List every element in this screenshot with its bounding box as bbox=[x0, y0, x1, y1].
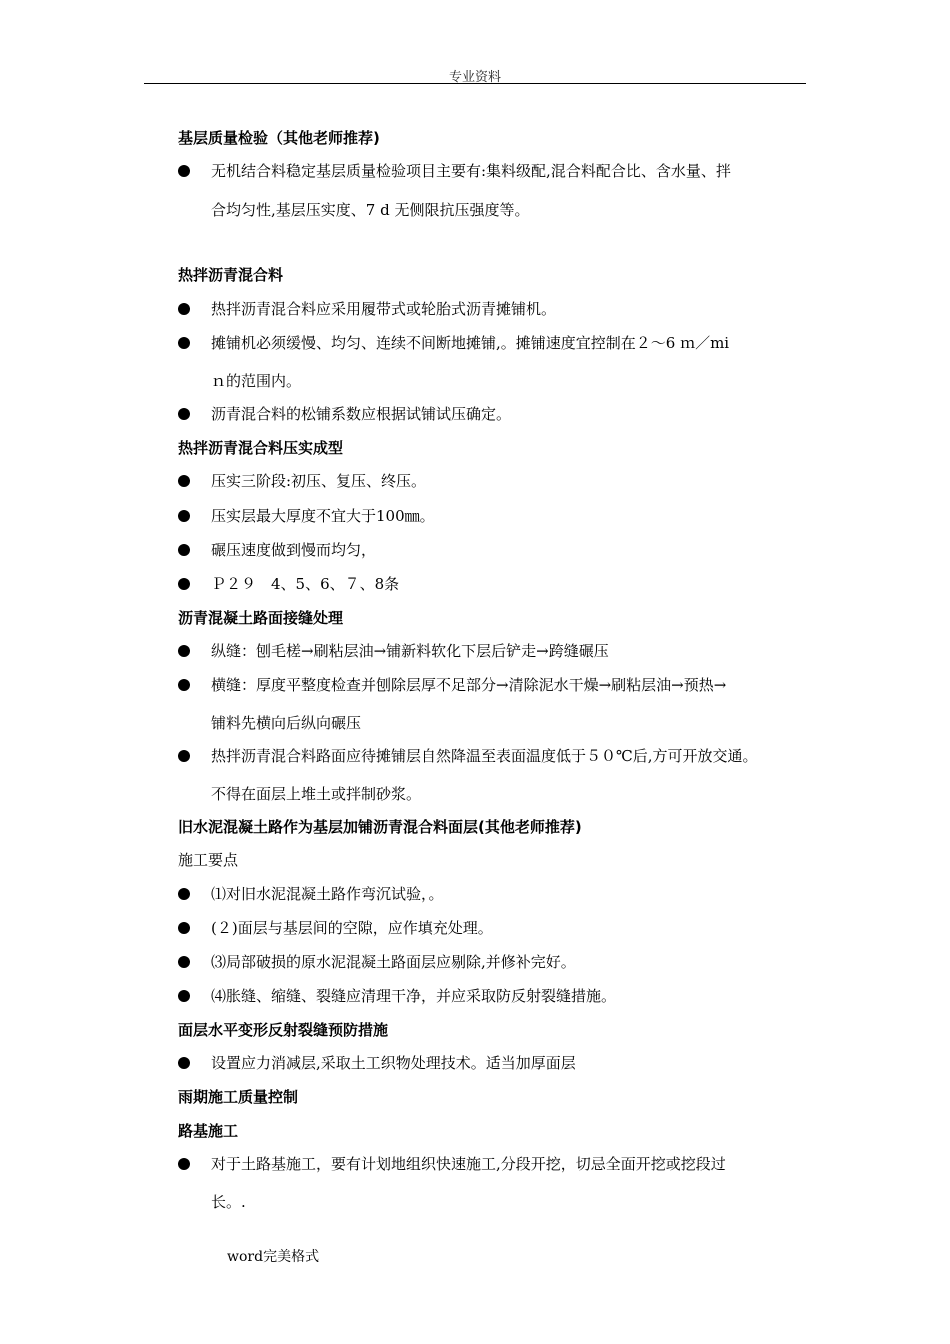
list-item-continuation: ｎ的范围内。 bbox=[211, 372, 302, 390]
bullet-icon bbox=[178, 888, 190, 900]
list-item-text: 摊铺机必须缓慢、均匀、连续不间断地摊铺,。摊铺速度宜控制在２～6 ｍ／mi bbox=[211, 334, 730, 352]
bullet-icon bbox=[178, 1057, 190, 1069]
bullet-icon bbox=[178, 750, 190, 762]
section-heading: 雨期施工质量控制 bbox=[178, 1088, 299, 1106]
list-item-text: (２)面层与基层间的空隙，应作填充处理。 bbox=[211, 919, 493, 937]
list-item-text: 无机结合料稳定基层质量检验项目主要有:集料级配,混合料配合比、含水量、拌 bbox=[211, 162, 731, 180]
list-item-text: 热拌沥青混合料应采用履带式或轮胎式沥青摊铺机。 bbox=[211, 300, 557, 318]
list-item-text: ⑷胀缝、缩缝、裂缝应清理干净，并应采取防反射裂缝措施。 bbox=[211, 987, 617, 1005]
list-item-text: 横缝：厚度平整度检查并刨除层厚不足部分→清除泥水干燥→刷粘层油→预热→ bbox=[211, 676, 727, 694]
bullet-icon bbox=[178, 337, 190, 349]
bullet-icon bbox=[178, 303, 190, 315]
list-item-text: ⑴对旧水泥混凝土路作弯沉试验，。 bbox=[211, 885, 444, 903]
list-item-text: 碾压速度做到慢而均匀， bbox=[211, 541, 377, 559]
list-item-continuation: 合均匀性,基层压实度、7 d 无侧限抗压强度等。 bbox=[211, 201, 530, 219]
section-heading: 路基施工 bbox=[178, 1122, 239, 1140]
bullet-icon bbox=[178, 990, 190, 1002]
list-item-continuation: 长。. bbox=[211, 1193, 246, 1211]
bullet-icon bbox=[178, 578, 190, 590]
section-heading: 热拌沥青混合料 bbox=[178, 266, 284, 284]
header-rule bbox=[144, 83, 806, 84]
list-item-text: 沥青混合料的松铺系数应根据试铺试压确定。 bbox=[211, 405, 512, 423]
section-heading: 面层水平变形反射裂缝预防措施 bbox=[178, 1021, 389, 1039]
list-item-text: 压实层最大厚度不宜大于100㎜。 bbox=[211, 507, 435, 525]
page-header: 专业资料 bbox=[448, 70, 501, 85]
list-item-text: 设置应力消减层,采取土工织物处理技术。适当加厚面层 bbox=[211, 1054, 576, 1072]
paragraph-text: 施工要点 bbox=[178, 851, 239, 869]
page-footer: word完美格式 bbox=[227, 1249, 320, 1265]
section-heading: 沥青混凝土路面接缝处理 bbox=[178, 609, 344, 627]
bullet-icon bbox=[178, 956, 190, 968]
list-item-text: 对于土路基施工，要有计划地组织快速施工,分段开挖，切忌全面开挖或挖段过 bbox=[211, 1155, 726, 1173]
section-heading: 旧水泥混凝土路作为基层加铺沥青混合料面层(其他老师推荐) bbox=[178, 818, 582, 836]
bullet-icon bbox=[178, 645, 190, 657]
list-item-text: ⑶局部破损的原水泥混凝土路面层应剔除,并修补完好。 bbox=[211, 953, 576, 971]
bullet-icon bbox=[178, 922, 190, 934]
list-item-text: 热拌沥青混合料路面应待摊铺层自然降温至表面温度低于５０℃后,方可开放交通。 bbox=[211, 747, 758, 765]
section-heading: 基层质量检验（其他老师推荐) bbox=[178, 129, 380, 147]
list-item-text: 纵缝：刨毛槎→刷粘层油→铺新料软化下层后铲走→跨缝碾压 bbox=[211, 642, 609, 660]
bullet-icon bbox=[178, 679, 190, 691]
section-heading: 热拌沥青混合料压实成型 bbox=[178, 439, 344, 457]
bullet-icon bbox=[178, 475, 190, 487]
list-item-text: Ｐ２９ 4、5、6、７、8条 bbox=[211, 575, 400, 593]
list-item-text: 压实三阶段:初压、复压、终压。 bbox=[211, 472, 427, 490]
list-item-continuation: 不得在面层上堆土或拌制砂浆。 bbox=[211, 785, 422, 803]
bullet-icon bbox=[178, 1158, 190, 1170]
bullet-icon bbox=[178, 510, 190, 522]
list-item-continuation: 铺料先横向后纵向碾压 bbox=[211, 714, 362, 732]
bullet-icon bbox=[178, 544, 190, 556]
bullet-icon bbox=[178, 165, 190, 177]
bullet-icon bbox=[178, 408, 190, 420]
